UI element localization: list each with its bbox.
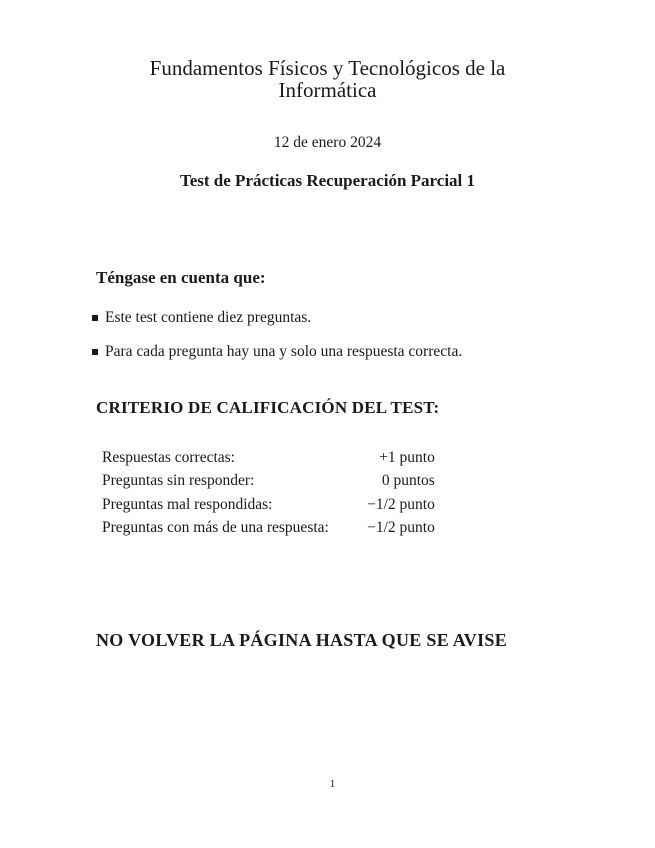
- document-title-line-2: Informática: [278, 78, 377, 102]
- exam-date: 12 de enero 2024: [273, 134, 382, 151]
- criteria-table: [96, 446, 441, 540]
- criteria-label: Respuestas correctas:: [102, 448, 235, 466]
- page-number: 1: [329, 778, 336, 790]
- notice-heading: Téngase en cuenta que:: [96, 268, 266, 287]
- document-title: [0, 57, 655, 101]
- table-row: [96, 493, 441, 517]
- document-title-line-1: Fundamentos Físicos y Tecnológicos de la: [149, 56, 506, 80]
- list-item: [92, 335, 462, 369]
- exam-subtitle: Test de Prácticas Recuperación Parcial 1: [179, 171, 476, 190]
- table-row: [96, 517, 441, 541]
- criteria-label: Preguntas con más de una respuesta:: [102, 519, 329, 537]
- warning-notice: NO VOLVER LA PÁGINA HASTA QUE SE AVISE: [96, 630, 508, 650]
- criteria-value: −1/2 punto: [367, 519, 435, 537]
- criteria-label: Preguntas mal respondidas:: [102, 495, 273, 513]
- bullet-square-icon: [92, 315, 98, 321]
- criteria-value: 0 puntos: [381, 472, 435, 490]
- table-row: [96, 470, 441, 494]
- notice-list: [92, 301, 462, 369]
- list-item-text: Para cada pregunta hay una y solo una respuesta correcta.: [105, 343, 463, 360]
- criteria-value: −1/2 punto: [367, 495, 435, 513]
- criteria-heading: CRITERIO DE CALIFICACIÓN DEL TEST:: [96, 398, 440, 417]
- table-row: [96, 446, 441, 470]
- criteria-label: Preguntas sin responder:: [102, 472, 255, 490]
- criteria-value: +1 punto: [379, 448, 435, 466]
- bullet-square-icon: [92, 349, 98, 355]
- list-item: [92, 301, 462, 335]
- list-item-text: Este test contiene diez preguntas.: [105, 309, 312, 326]
